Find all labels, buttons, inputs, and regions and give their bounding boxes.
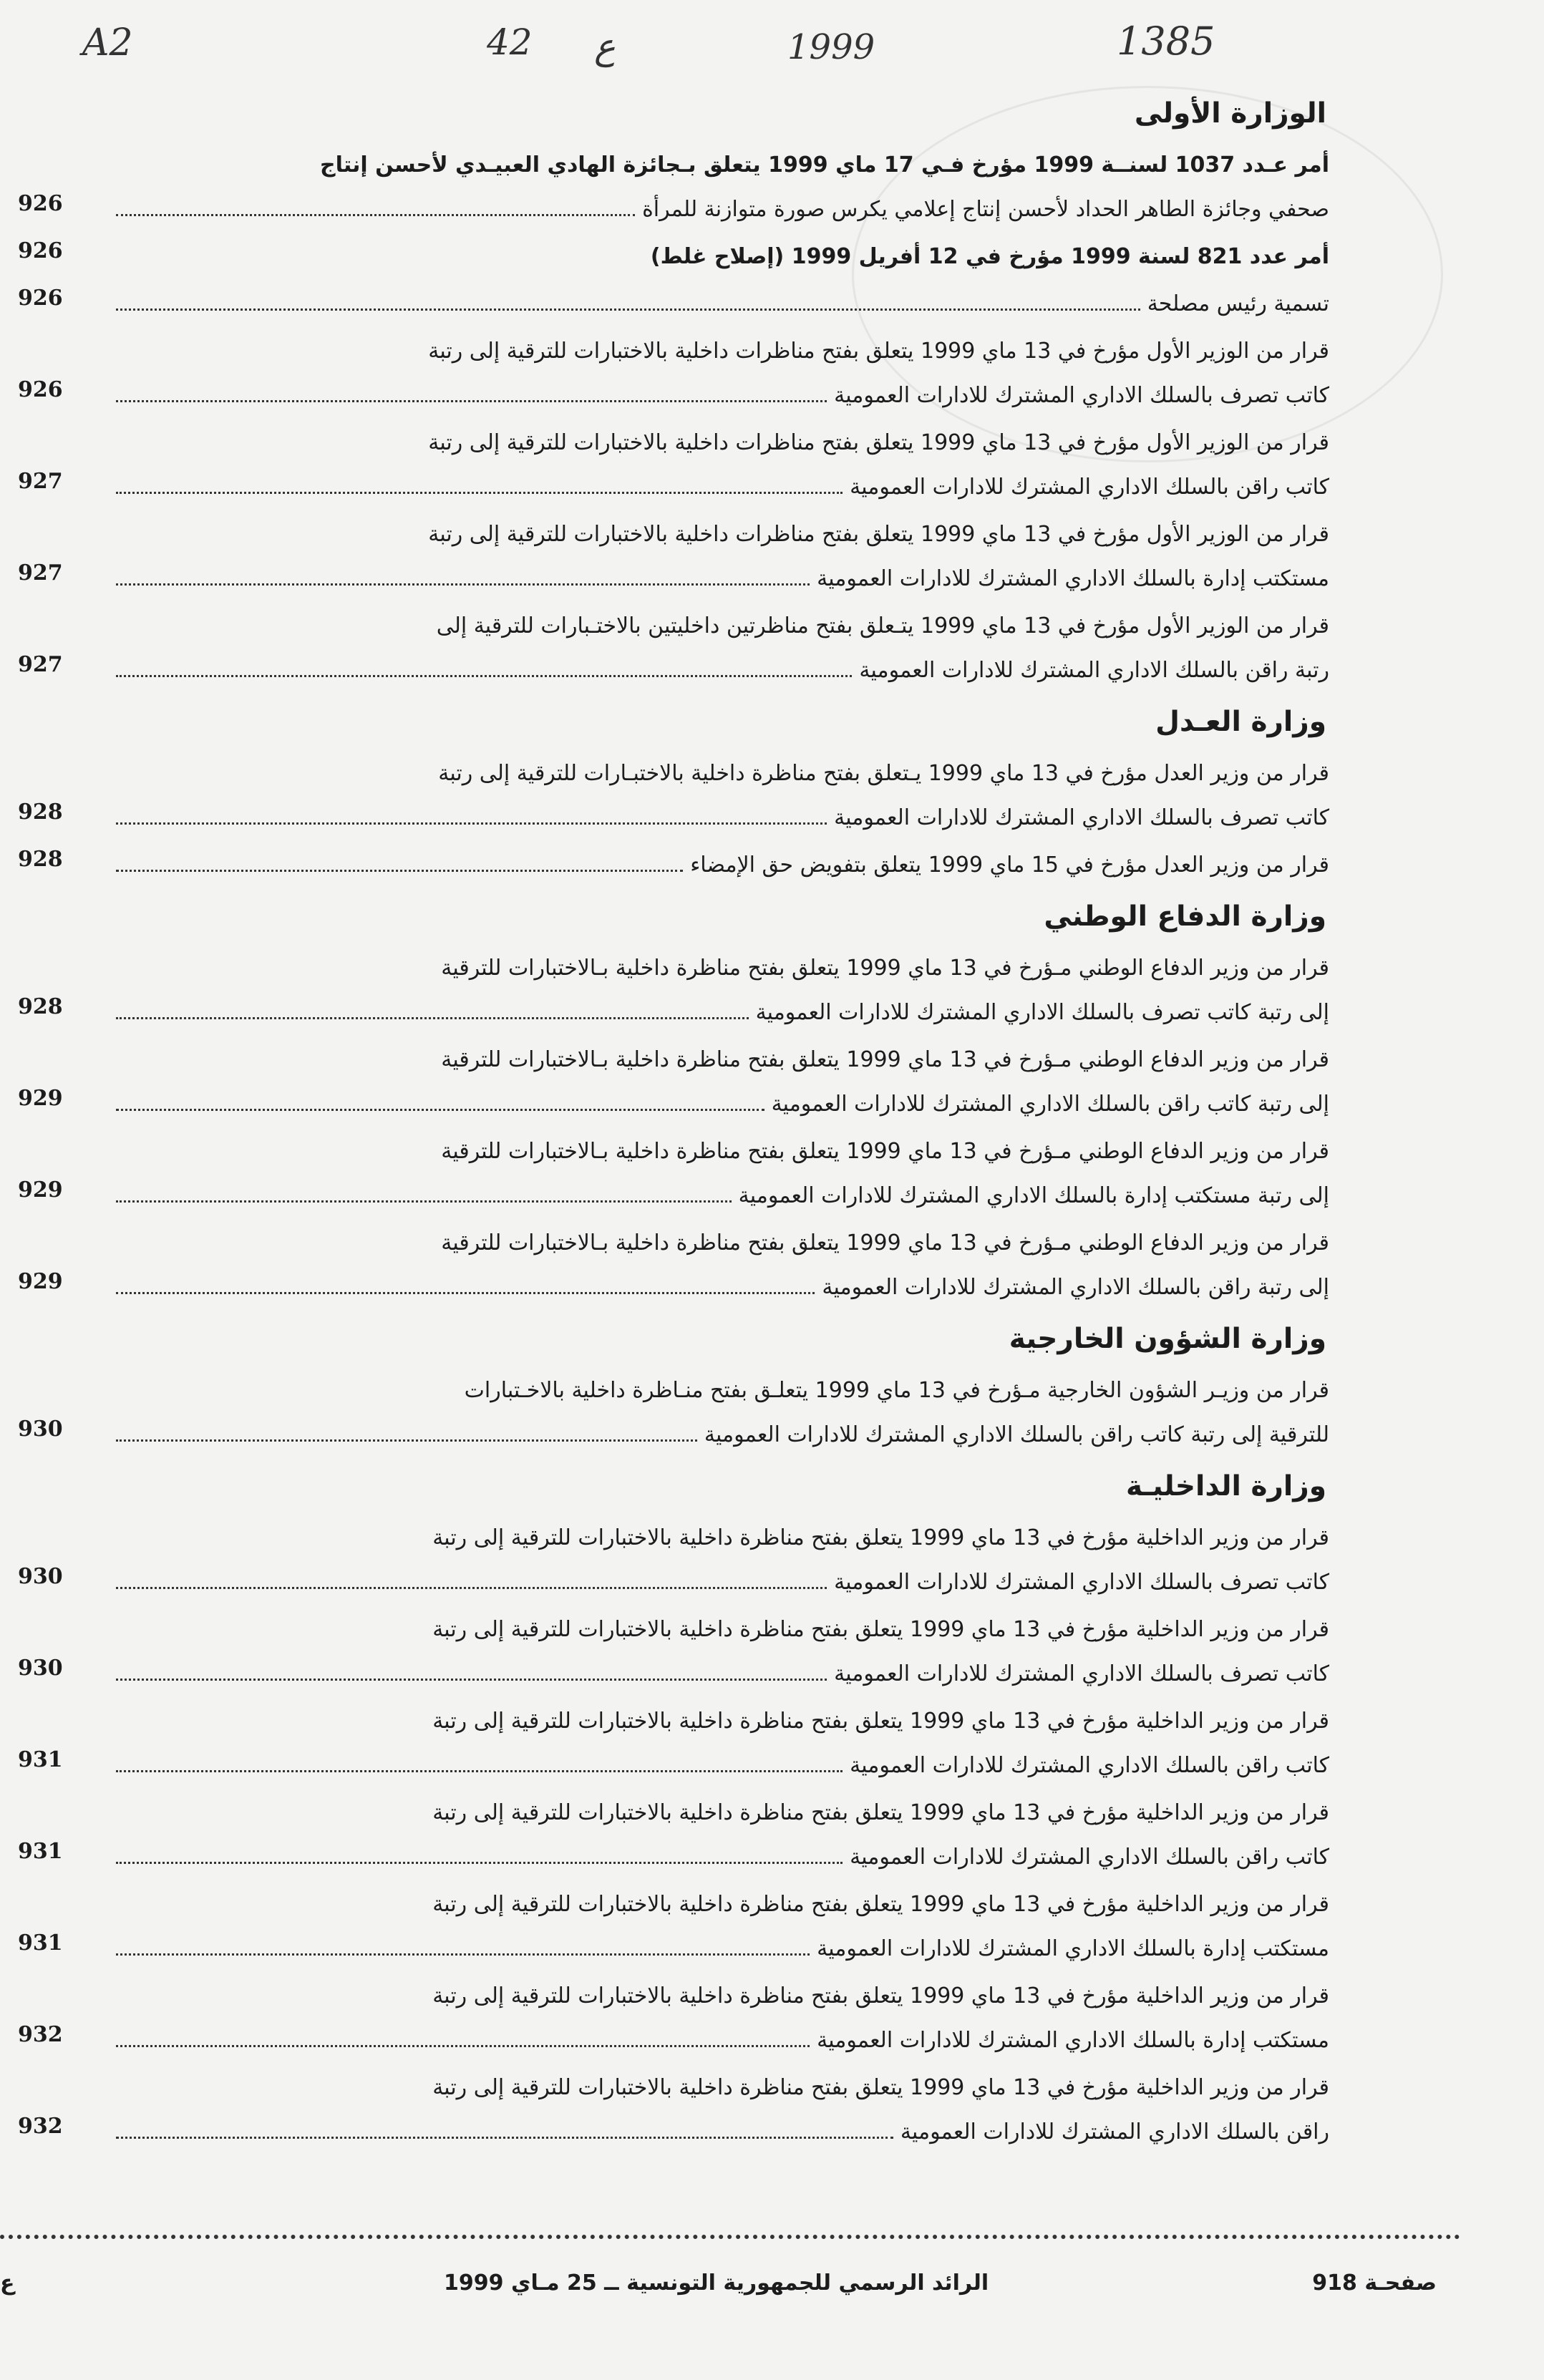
- entry-line: [107, 1791, 1329, 1835]
- page-reference: 928: [18, 847, 63, 872]
- page-reference: 929: [18, 1177, 63, 1203]
- toc-entry: [18, 329, 1329, 418]
- page-reference: 931: [18, 1839, 63, 1864]
- dot-leader: [116, 1846, 843, 1864]
- toc-entry: [18, 235, 1329, 279]
- section-title: وزارة العـدل: [1155, 706, 1326, 738]
- entry-line: [107, 752, 1329, 796]
- entry-line: [107, 1883, 1329, 1927]
- entry-line: [107, 1699, 1329, 1744]
- toc-entry: [18, 282, 1329, 326]
- entry-text: قرار من وزير الداخلية مؤرخ في 13 ماي 1999 يتعلق بفتح مناظرة داخلية بالاختبارات للترقية إلى رتبة: [432, 1800, 1329, 1825]
- toc-entry: [18, 946, 1329, 1035]
- toc-entry: [18, 752, 1329, 840]
- section-title: وزارة الشؤون الخارجية: [1009, 1323, 1326, 1355]
- toc-entry: [18, 1883, 1329, 1971]
- footer-edge-mark: ع: [0, 2270, 15, 2296]
- dot-leader: [116, 1276, 815, 1294]
- entry-text: راقن بالسلك الاداري المشترك للادارات العمومية: [900, 2119, 1329, 2145]
- page-reference: 927: [18, 469, 63, 494]
- dot-leader: [116, 1093, 764, 1111]
- entry-text: قرار من الوزير الأول مؤرخ في 13 ماي 1999 يتعلق بفتح مناظرات داخلية بالاختبارات للترقية إلى رتبة: [428, 522, 1329, 547]
- dot-leader: [116, 568, 810, 586]
- entry-text: قرار من وزير الدفاع الوطني مـؤرخ في 13 ماي 1999 يتعلق بفتح مناظرة داخلية بـالاختبارات للترقية: [441, 1230, 1329, 1255]
- page-reference: 926: [18, 377, 63, 402]
- handwritten-annotation-left: A2: [82, 21, 133, 64]
- toc-entry: [18, 843, 1329, 888]
- page-reference: 926: [18, 191, 63, 216]
- page-reference: 929: [18, 1086, 63, 1111]
- toc-entry: [18, 1369, 1329, 1457]
- entry-text: مستكتب إدارة بالسلك الاداري المشترك للادارات العمومية: [817, 1936, 1329, 1961]
- dot-leader: [116, 198, 635, 216]
- entry-text: قرار من وزير الدفاع الوطني مـؤرخ في 13 ماي 1999 يتعلق بفتح مناظرة داخلية بـالاختبارات للترقية: [441, 956, 1329, 981]
- entry-text: صحفي وجائزة الطاهر الحداد لأحسن إنتاج إعلامي يكرس صورة متوازنة للمرأة: [642, 197, 1329, 222]
- toc-entry: [18, 1608, 1329, 1696]
- page-reference: 927: [18, 560, 63, 586]
- entry-line: [107, 235, 1329, 279]
- dot-leader: [116, 1001, 749, 1019]
- toc-entry: [18, 604, 1329, 693]
- page-reference: 929: [18, 1269, 63, 1294]
- entry-line: [107, 1516, 1329, 1560]
- entry-text: كاتب تصرف بالسلك الاداري المشترك للادارات العمومية: [834, 1570, 1329, 1595]
- handwritten-annotation-right: 1385: [1117, 19, 1215, 64]
- entry-line: [107, 329, 1329, 374]
- dot-leader: [116, 1938, 810, 1956]
- entry-line: [107, 1413, 1329, 1457]
- page-reference: 932: [18, 2114, 63, 2139]
- section-title: وزارة الدفاع الوطني: [1044, 900, 1326, 933]
- entry-text: إلى رتبة مستكتب إدارة بالسلك الاداري المشترك للادارات العمومية: [738, 1183, 1329, 1208]
- dot-leader: [116, 293, 1140, 311]
- entry-text: قرار من وزيـر الشؤون الخارجية مـؤرخ في 13 ماي 1999 يتعلـق بفتح منـاظرة داخلية بالاخـتبارات: [464, 1378, 1329, 1403]
- entry-text: كاتب تصرف بالسلك الاداري المشترك للادارات العمومية: [834, 805, 1329, 830]
- entry-text: رتبة راقن بالسلك الاداري المشترك للادارات العمومية: [859, 658, 1329, 683]
- dot-leader: [116, 1424, 697, 1442]
- dot-leader: [116, 1663, 827, 1681]
- entry-line: [107, 796, 1329, 840]
- entry-line: [107, 1266, 1329, 1310]
- page-reference: 927: [18, 652, 63, 677]
- entry-line: [107, 188, 1329, 232]
- entry-line: [107, 374, 1329, 418]
- entry-line: [107, 1130, 1329, 1174]
- entry-line: [107, 991, 1329, 1035]
- page-reference: 931: [18, 1930, 63, 1956]
- entry-line: [107, 1744, 1329, 1788]
- footer-divider: [0, 2235, 1460, 2239]
- entry-line: [107, 1221, 1329, 1266]
- dot-leader: [116, 384, 827, 402]
- entry-text: قرار من وزير الداخلية مؤرخ في 13 ماي 1999 يتعلق بفتح مناظرة داخلية بالاختبارات للترقية إلى رتبة: [432, 1709, 1329, 1734]
- entry-line: [107, 465, 1329, 510]
- entry-line: [107, 649, 1329, 693]
- entry-text: إلى رتبة كاتب راقن بالسلك الاداري المشترك للادارات العمومية: [771, 1092, 1329, 1117]
- entry-line: [107, 1082, 1329, 1127]
- entry-line: [107, 1560, 1329, 1605]
- page-reference: 926: [18, 238, 63, 263]
- entry-text: كاتب تصرف بالسلك الاداري المشترك للادارات العمومية: [834, 383, 1329, 408]
- dot-leader: [116, 1185, 732, 1203]
- page-reference: 931: [18, 1747, 63, 1772]
- entry-line: [107, 1608, 1329, 1652]
- entry-line: [107, 282, 1329, 326]
- dot-leader: [116, 476, 843, 494]
- toc-entry: [18, 1221, 1329, 1310]
- toc-entry: [18, 513, 1329, 601]
- entry-text: مستكتب إدارة بالسلك الاداري المشترك للادارات العمومية: [817, 566, 1329, 591]
- entry-text: قرار من وزير الداخلية مؤرخ في 13 ماي 1999 يتعلق بفتح مناظرة داخلية بالاختبارات للترقية إلى رتبة: [432, 1892, 1329, 1917]
- entry-line: [107, 557, 1329, 601]
- dot-leader: [116, 2029, 810, 2047]
- entry-text: قرار من وزير العدل مؤرخ في 13 ماي 1999 يـتعلق بفتح مناظرة داخلية بالاختبـارات للترقية إلى رتبة: [438, 761, 1329, 786]
- entry-line: [107, 1974, 1329, 2019]
- entry-text: قرار من وزير الدفاع الوطني مـؤرخ في 13 ماي 1999 يتعلق بفتح مناظرة داخلية بـالاختبارات للترقية: [441, 1139, 1329, 1164]
- dot-leader: [116, 854, 683, 872]
- page-reference: 932: [18, 2022, 63, 2047]
- entry-line: [107, 2110, 1329, 2155]
- dot-leader: [116, 807, 827, 825]
- entry-text: قرار من وزير العدل مؤرخ في 15 ماي 1999 يتعلق بتفويض حق الإمضاء: [690, 853, 1329, 878]
- entry-text: أمر عدد 821 لسنة 1999 مؤرخ في 12 أفريل 1999 (إصلاح غلط): [650, 244, 1329, 269]
- footer-publication-title: الرائد الرسمي للجمهورية التونسية ــ 25 مـاي 1999: [444, 2270, 989, 2296]
- entry-line: [107, 1927, 1329, 1971]
- page-reference: 930: [18, 1656, 63, 1681]
- entry-line: [107, 513, 1329, 557]
- entry-line: [107, 946, 1329, 991]
- handwritten-annotation-year: 1999: [787, 27, 875, 67]
- toc-entry: [18, 1038, 1329, 1127]
- entry-text: إلى رتبة راقن بالسلك الاداري المشترك للادارات العمومية: [822, 1275, 1329, 1300]
- entry-text: أمر عـدد 1037 لسنــة 1999 مؤرخ فـي 17 ماي 1999 يتعلق بـجائزة الهادي العبيـدي لأحسن إنتاج: [319, 152, 1329, 178]
- dot-leader: [116, 2121, 893, 2139]
- toc-entry: [18, 421, 1329, 510]
- page-reference: 928: [18, 800, 63, 825]
- toc-entry: [18, 1974, 1329, 2063]
- dot-leader: [116, 1571, 827, 1589]
- toc-entry: [18, 2066, 1329, 2155]
- entry-text: قرار من الوزير الأول مؤرخ في 13 ماي 1999 يتـعلق بفتح مناظرتين داخليتين بالاختـبارات للترقية إلى: [436, 613, 1329, 638]
- toc-entry: [18, 1791, 1329, 1880]
- page-reference: 928: [18, 994, 63, 1019]
- entry-line: [107, 2019, 1329, 2063]
- entry-text: كاتب تصرف بالسلك الاداري المشترك للادارات العمومية: [834, 1661, 1329, 1686]
- entry-text: قرار من وزير الداخلية مؤرخ في 13 ماي 1999 يتعلق بفتح مناظرة داخلية بالاختبارات للترقية إلى رتبة: [432, 1617, 1329, 1642]
- entry-text: كاتب راقن بالسلك الاداري المشترك للادارات العمومية: [850, 1845, 1329, 1870]
- entry-line: [107, 1038, 1329, 1082]
- page-reference: 926: [18, 286, 63, 311]
- entry-line: [107, 2066, 1329, 2110]
- toc-entry: [18, 1130, 1329, 1218]
- handwritten-annotation-mid2: ع: [594, 26, 616, 67]
- entry-text: كاتب راقن بالسلك الاداري المشترك للادارات العمومية: [850, 475, 1329, 500]
- page-reference: 930: [18, 1564, 63, 1589]
- dot-leader: [116, 659, 852, 677]
- entry-text: قرار من الوزير الأول مؤرخ في 13 ماي 1999 يتعلق بفتح مناظرات داخلية بالاختبارات للترقية إلى رتبة: [428, 339, 1329, 364]
- entry-line: [107, 421, 1329, 465]
- footer-page-number: صفحـة 918: [1312, 2270, 1437, 2296]
- entry-text: قرار من وزير الداخلية مؤرخ في 13 ماي 1999 يتعلق بفتح مناظرة داخلية بالاختبارات للترقية إلى رتبة: [432, 1983, 1329, 2009]
- page-reference: 930: [18, 1417, 63, 1442]
- entry-line: [107, 604, 1329, 649]
- entry-line: [107, 1369, 1329, 1413]
- toc-entry: [18, 1699, 1329, 1788]
- entry-text: قرار من وزير الداخلية مؤرخ في 13 ماي 1999 يتعلق بفتح مناظرة داخلية بالاختبارات للترقية إلى رتبة: [432, 1525, 1329, 1550]
- toc-entry: [18, 143, 1329, 232]
- entry-line: [107, 843, 1329, 888]
- entry-text: قرار من وزير الدفاع الوطني مـؤرخ في 13 ماي 1999 يتعلق بفتح مناظرة داخلية بـالاختبارات للترقية: [441, 1047, 1329, 1072]
- entry-text: قرار من الوزير الأول مؤرخ في 13 ماي 1999 يتعلق بفتح مناظرات داخلية بالاختبارات للترقية إلى رتبة: [428, 430, 1329, 455]
- entry-text: كاتب راقن بالسلك الاداري المشترك للادارات العمومية: [850, 1753, 1329, 1778]
- entry-line: [107, 143, 1329, 188]
- dot-leader: [116, 1754, 843, 1772]
- entry-text: للترقية إلى رتبة كاتب راقن بالسلك الاداري المشترك للادارات العمومية: [704, 1422, 1329, 1447]
- entry-text: قرار من وزير الداخلية مؤرخ في 13 ماي 1999 يتعلق بفتح مناظرة داخلية بالاختبارات للترقية إلى رتبة: [432, 2075, 1329, 2100]
- section-title: وزارة الداخليـة: [1126, 1470, 1326, 1502]
- handwritten-annotation-mid1: 42: [487, 21, 533, 63]
- entry-line: [107, 1835, 1329, 1880]
- entry-line: [107, 1174, 1329, 1218]
- toc-entry: [18, 1516, 1329, 1605]
- entry-text: مستكتب إدارة بالسلك الاداري المشترك للادارات العمومية: [817, 2028, 1329, 2053]
- section-title: الوزارة الأولى: [1134, 97, 1326, 130]
- entry-line: [107, 1652, 1329, 1696]
- entry-text: إلى رتبة كاتب تصرف بالسلك الاداري المشترك للادارات العمومية: [755, 1000, 1329, 1025]
- table-of-contents: [18, 84, 1329, 2157]
- entry-text: تسمية رئيس مصلحة: [1147, 291, 1329, 316]
